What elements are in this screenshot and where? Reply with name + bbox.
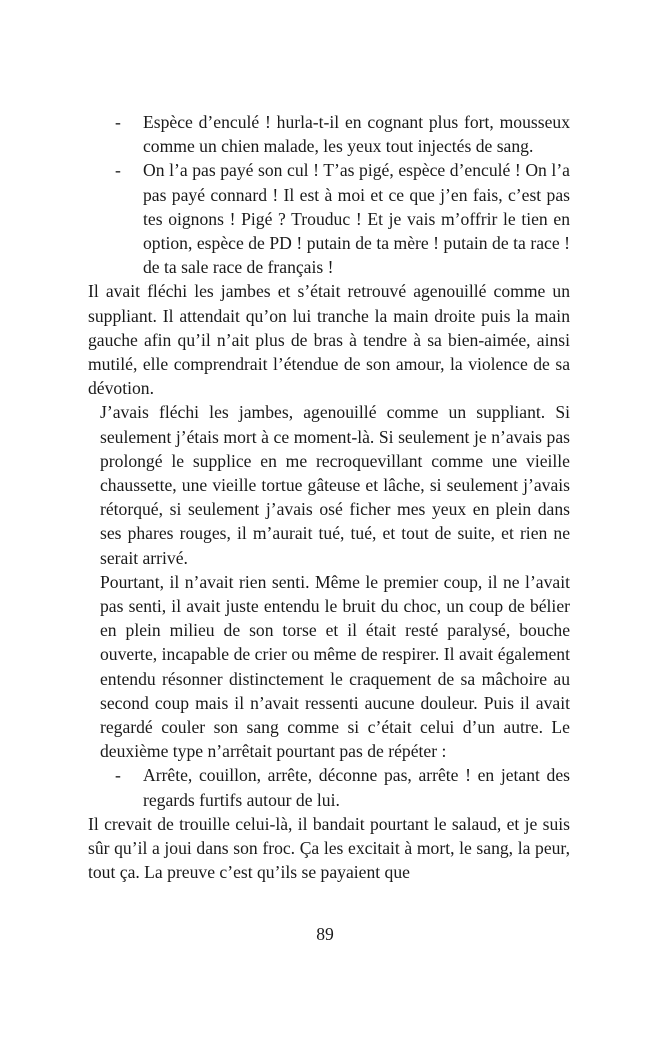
page-body (88, 110, 570, 885)
page-number: 89 (316, 924, 334, 944)
dialogue-dash: - (115, 765, 121, 786)
dialogue-line-1 (115, 110, 570, 158)
dialogue-dash: - (115, 112, 121, 132)
dialogue-line-3 (115, 763, 570, 811)
dialogue-text: On l’a pas payé son cul ! T’as pigé, espèce d’enculé ! On l’a pas payé connard ! Il est à moi et ce que j’en fais, c’est pas tes oignons ! Pigé ? Trouduc ! Et je vais m’offrir le tien en option, espèce de PD ! putain de ta mère ! putain de ta race ! de ta sale race de français ! (143, 160, 570, 278)
paragraph-4: Il crevait de trouille celui-là, il bandait pourtant le salaud, et je suis sûr qu’il a joui dans son froc. Ça les excitait à mort, le sang, la peur, tout ça. La preuve c’est qu’ils se payaient que (88, 813, 570, 883)
dialogue-line-2 (115, 158, 570, 279)
dialogue-text: Espèce d’enculé ! hurla-t-il en cognant plus fort, mousseux comme un chien malade, les yeux tout injectés de sang. (143, 112, 570, 157)
paragraph-3: Pourtant, il n’avait rien senti. Même le premier coup, il ne l’avait pas senti, il avait juste entendu le bruit du choc, un coup de bélier en plein milieu de son torse et il était resté paralysé, bouche ouverte, incapable de crier ou même de respirer. Il avait également entendu résonner distinctement le craquement de sa mâchoire au second coup mais il n’avait ressenti aucune douleur. Puis il avait regardé couler son sang comme si c’était celui d’un autre. Le deuxième type n’arrêtait pourtant pas de répéter : (100, 571, 570, 762)
dialogue-dash: - (115, 160, 121, 181)
paragraph-1: Il avait fléchi les jambes et s’était retrouvé agenouillé comme un suppliant. Il attendait qu’on lui tranche la main droite puis la main gauche afin qu’il n’ait plus de bras à tendre à sa bien-aimée, ainsi mutilé, elle comprendrait l’étendue de son amour, la violence de sa dévotion. (88, 281, 570, 399)
paragraph-2: J’avais fléchi les jambes, agenouillé comme un suppliant. Si seulement j’étais mort à ce moment-là. Si seulement je n’avais pas prolongé le supplice en me recroquevillant comme une vieille chaussette, une vieille tortue gâteuse et lâche, si seulement j’avais rétorqué, si seulement j’avais osé ficher mes yeux en plein dans ses phares rouges, il m’aurait tué, tué, et tout de suite, et rien ne serait arrivé. (100, 402, 570, 568)
dialogue-text: Arrête, couillon, arrête, déconne pas, arrête ! en jetant des regards furtifs autour de lui. (143, 765, 570, 810)
